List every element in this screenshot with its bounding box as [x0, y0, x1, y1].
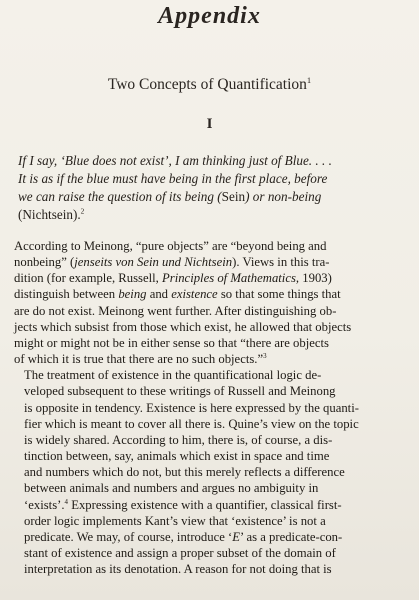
text-line: interpretation as its denotation. A reason for not doing that is [24, 562, 332, 577]
text-line: might or might not be in either sense so that “there are objects [14, 335, 329, 350]
text-line: According to Meinong, “pure objects” are “beyond being and [14, 239, 327, 253]
text-run: ‘exists’. [24, 497, 65, 512]
footnote-marker: 2 [80, 207, 85, 216]
section-title [0, 76, 419, 94]
text-line: is opposite in tendency. Existence is here expressed by the quanti- [24, 400, 359, 415]
text-run: so that some things that [217, 287, 341, 302]
italic-run: jenseits von Sein und Nichtsein [74, 255, 233, 270]
text-run: of which it is true that there are no such objects.” [14, 352, 264, 367]
text-run: distinguish between [14, 287, 119, 302]
footnote-marker: 1 [306, 74, 312, 85]
text-line: tinction between, say, animals which exist in space and time [24, 449, 330, 464]
text-line: The treatment of existence in the quantificational logic de- [24, 368, 322, 383]
text-run: predicate. We may, of course, introduce ‘ [24, 529, 233, 544]
epigraph-line [18, 188, 407, 206]
epigraph [18, 152, 407, 224]
text-line: and numbers which do not, but this merely reflects a difference [24, 465, 345, 480]
text-run: ’ as a predicate-con- [240, 529, 343, 544]
text-line [14, 270, 409, 286]
paragraph [14, 238, 409, 367]
epigraph-line [18, 206, 407, 224]
epigraph-line: If I say, ‘Blue does not exist’, I am thinking just of Blue. . . . [18, 153, 332, 168]
italic-run: Principles of Mathematics, [162, 271, 300, 286]
text-line [14, 286, 409, 302]
epigraph-text: ) or non-being [245, 189, 322, 204]
text-run: and [146, 287, 172, 302]
paragraph [14, 367, 409, 577]
italic-run: being [118, 287, 147, 302]
text-run: ). Views in this tra- [232, 255, 330, 270]
text-run: Expressing existence with a quantifier, classical first- [68, 497, 342, 512]
running-header: Appendix [158, 3, 261, 29]
epigraph-line: It is as if the blue must have being in the first place, before [18, 171, 328, 186]
footnote-marker: 4 [64, 497, 69, 506]
section-number: I [206, 116, 213, 132]
text-line: stant of existence and assign a proper subset of the domain of [24, 545, 336, 560]
text-line: is widely shared. According to him, there is, of course, a dis- [24, 432, 333, 447]
body-text [14, 238, 409, 577]
text-line: fier which is meant to cover all there is. Quine’s view on the topic [24, 416, 359, 431]
epigraph-term: Sein [221, 189, 246, 204]
text-run: 1903) [299, 271, 332, 286]
text-line: are do not exist. Meinong went further. After distinguishing ob- [14, 303, 337, 318]
epigraph-term: Nichtsein [22, 207, 73, 222]
text-line [14, 351, 409, 367]
text-line [14, 497, 409, 513]
footnote-marker: 3 [263, 351, 267, 360]
epigraph-text: we can raise the question of its being ( [18, 189, 222, 204]
text-run: nonbeing” ( [14, 255, 75, 270]
italic-run: existence [171, 287, 218, 302]
italic-run: E [232, 529, 240, 544]
text-line: between animals and numbers and argues no ambiguity in [24, 481, 319, 496]
epigraph-text: ). [72, 207, 81, 222]
text-line [14, 529, 409, 545]
epigraph-text: ( [18, 207, 23, 222]
text-line: order logic implements Kant’s view that ‘existence’ is not a [24, 513, 326, 528]
text-run: dition (for example, Russell, [14, 271, 162, 286]
text-line [14, 254, 409, 270]
text-line: veloped subsequent to these writings of Russell and Meinong [24, 384, 336, 399]
text-line: jects which subsist from those which exist, he allowed that objects [14, 319, 352, 334]
section-title-text: Two Concepts of Quantification [107, 76, 307, 93]
